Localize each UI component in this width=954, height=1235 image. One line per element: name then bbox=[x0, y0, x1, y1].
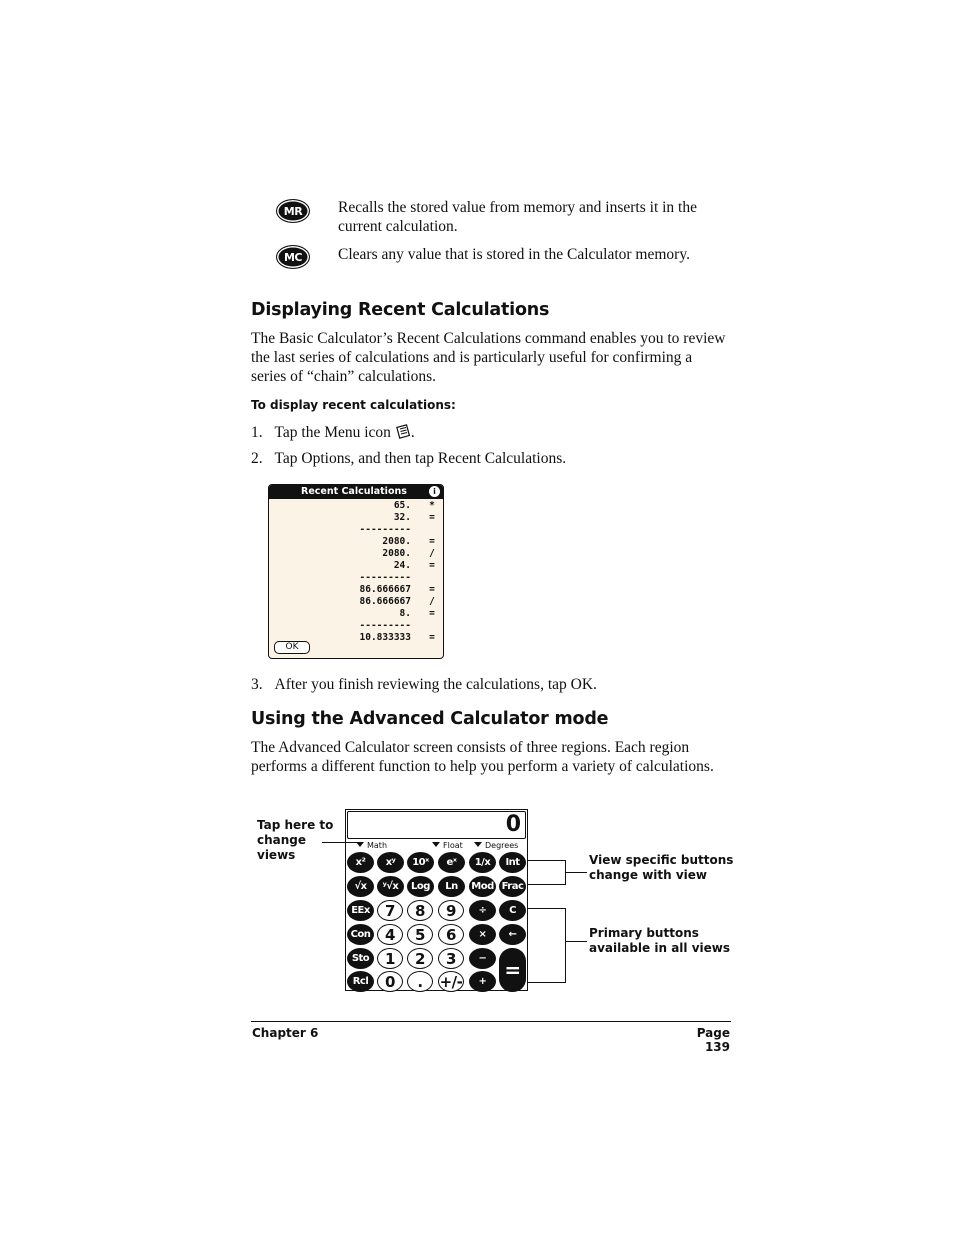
calculator-key[interactable]: 1/x bbox=[469, 852, 496, 873]
calc-history-operator: = bbox=[429, 584, 435, 595]
recent-calculations-title-bar bbox=[269, 485, 443, 499]
menu-icon bbox=[395, 423, 411, 439]
step-number: 1. bbox=[251, 424, 263, 441]
footer-chapter: Chapter 6 bbox=[252, 1026, 319, 1040]
calculator-key[interactable]: x² bbox=[347, 852, 374, 873]
section-body-recent: The Basic Calculator’s Recent Calculations command enables you to review the last series of calculations and is particularly useful for confirming a series of “chain” calculations. bbox=[251, 330, 726, 385]
calculator-key[interactable]: Sto bbox=[347, 948, 374, 969]
calc-history-row bbox=[269, 572, 443, 584]
bracket-line bbox=[565, 908, 566, 983]
callout-view-specific: View specific buttons change with view bbox=[589, 853, 734, 882]
calc-history-operator: = bbox=[429, 560, 435, 571]
callout-line bbox=[322, 842, 358, 843]
callout-change-views: Tap here to change views bbox=[257, 818, 334, 862]
callout-primary: Primary buttons available in all views bbox=[589, 926, 730, 955]
bracket-line bbox=[527, 884, 565, 885]
mr-description: Recalls the stored value from memory and inserts it in the current calculation. bbox=[338, 199, 697, 235]
calculator-key[interactable]: Ln bbox=[438, 876, 465, 897]
calculator-key[interactable]: 4 bbox=[377, 924, 403, 945]
footer-rule bbox=[251, 1021, 731, 1022]
calc-history-row bbox=[269, 512, 443, 524]
calc-history-value: 32. bbox=[393, 512, 411, 523]
step-3 bbox=[251, 675, 597, 694]
calculator-display bbox=[347, 811, 526, 839]
procedure-title: To display recent calculations: bbox=[251, 398, 456, 412]
calculator-key[interactable]: ← bbox=[499, 924, 526, 945]
calc-history-value: 2080. bbox=[382, 548, 411, 559]
calc-history-operator: = bbox=[429, 608, 435, 619]
calculator-key[interactable]: 8 bbox=[407, 900, 433, 921]
calc-history-operator: / bbox=[429, 596, 435, 607]
display-value: 0 bbox=[505, 812, 521, 837]
calc-history-row bbox=[269, 524, 443, 536]
calc-history-row bbox=[269, 584, 443, 596]
degrees-menu[interactable]: Degrees bbox=[474, 841, 518, 850]
calc-history-row bbox=[269, 620, 443, 632]
calculator-key[interactable]: eˣ bbox=[438, 852, 465, 873]
calculator-key[interactable]: Frac bbox=[499, 876, 526, 897]
bracket-line bbox=[565, 872, 587, 873]
calculator-key[interactable]: xʸ bbox=[377, 852, 404, 873]
calculator-key[interactable]: Log bbox=[407, 876, 434, 897]
calculator-key[interactable]: 9 bbox=[438, 900, 464, 921]
bracket-line bbox=[565, 941, 587, 942]
calculator-key[interactable]: Int bbox=[499, 852, 526, 873]
recent-calculations-screen bbox=[268, 484, 444, 659]
calculator-key[interactable]: ʸ√x bbox=[377, 876, 404, 897]
calc-history-value: 86.666667 bbox=[359, 584, 411, 595]
calc-history-value: --------- bbox=[359, 620, 411, 631]
calculator-key[interactable]: Mod bbox=[469, 876, 496, 897]
calculator-key[interactable]: Rcl bbox=[347, 971, 374, 992]
calculator-key[interactable]: 2 bbox=[407, 948, 433, 969]
calc-history-row bbox=[269, 536, 443, 548]
calculator-key[interactable]: 3 bbox=[438, 948, 464, 969]
calculator-key[interactable]: 10ˣ bbox=[407, 852, 434, 873]
calc-history-row bbox=[269, 608, 443, 620]
calc-history-value: 24. bbox=[393, 560, 411, 571]
float-menu[interactable]: Float bbox=[432, 841, 463, 850]
step-2 bbox=[251, 449, 566, 468]
step-number: 3. bbox=[251, 676, 263, 693]
calc-history-row bbox=[269, 560, 443, 572]
calculator-key[interactable]: ÷ bbox=[469, 900, 496, 921]
calculator-key[interactable]: 5 bbox=[407, 924, 433, 945]
calculator-key[interactable]: × bbox=[469, 924, 496, 945]
calc-history-value: --------- bbox=[359, 524, 411, 535]
bracket-line bbox=[527, 860, 565, 861]
calc-history-value: --------- bbox=[359, 572, 411, 583]
calculator-key[interactable]: . bbox=[407, 971, 433, 992]
calculator-key[interactable]: 0 bbox=[377, 971, 403, 992]
bracket-line bbox=[527, 908, 565, 909]
calculator-key[interactable]: = bbox=[499, 948, 526, 992]
calc-history-row bbox=[269, 548, 443, 560]
calculator-key[interactable]: 7 bbox=[377, 900, 403, 921]
step-1: 1. Tap the Menu icon . bbox=[251, 424, 415, 441]
mc-icon: MC bbox=[276, 245, 310, 269]
mc-description: Clears any value that is stored in the Calculator memory. bbox=[338, 246, 690, 263]
section-body-advanced: The Advanced Calculator screen consists of three regions. Each region performs a different function to help you perform a variety of calculations. bbox=[251, 739, 714, 775]
calc-history-value: 65. bbox=[393, 500, 411, 511]
calc-history-value: 10.833333 bbox=[359, 632, 411, 643]
section-heading-advanced: Using the Advanced Calculator mode bbox=[251, 709, 609, 729]
advanced-calculator-screen bbox=[345, 809, 528, 991]
calc-history-operator: = bbox=[429, 632, 435, 643]
step-text: Tap the Menu icon bbox=[274, 424, 391, 441]
view-menu[interactable]: Math bbox=[356, 841, 387, 850]
calc-history-value: 86.666667 bbox=[359, 596, 411, 607]
step-text: Tap Options, and then tap Recent Calculations. bbox=[274, 450, 567, 467]
bracket-line bbox=[527, 982, 565, 983]
calculator-key[interactable]: − bbox=[469, 948, 496, 969]
calculator-key[interactable]: C bbox=[499, 900, 526, 921]
calc-history-operator: * bbox=[429, 500, 435, 511]
calc-history-value: 8. bbox=[399, 608, 411, 619]
calculator-key[interactable]: √x bbox=[347, 876, 374, 897]
calculator-key[interactable]: 1 bbox=[377, 948, 403, 969]
info-icon[interactable]: i bbox=[429, 486, 440, 497]
calculator-key[interactable]: +/- bbox=[439, 972, 463, 991]
footer-page: Page 139 bbox=[696, 1026, 730, 1054]
step-number: 2. bbox=[251, 450, 263, 467]
calculator-key[interactable]: 6 bbox=[438, 924, 464, 945]
calc-history-operator: = bbox=[429, 536, 435, 547]
calc-history-value: 2080. bbox=[382, 536, 411, 547]
step-text: After you finish reviewing the calculations, tap OK. bbox=[274, 676, 597, 693]
calc-history-row bbox=[269, 596, 443, 608]
mr-icon: MR bbox=[276, 199, 310, 223]
ok-button[interactable]: OK bbox=[274, 641, 310, 654]
calculator-key[interactable]: + bbox=[469, 971, 496, 992]
calculator-key[interactable]: Con bbox=[347, 924, 374, 945]
section-heading-recent: Displaying Recent Calculations bbox=[251, 300, 550, 320]
calculator-key[interactable]: EEx bbox=[347, 900, 374, 921]
calc-history-operator: / bbox=[429, 548, 435, 559]
recent-calculations-title: Recent Calculations bbox=[301, 486, 407, 497]
calc-history-row bbox=[269, 500, 443, 512]
calc-history-operator: = bbox=[429, 512, 435, 523]
